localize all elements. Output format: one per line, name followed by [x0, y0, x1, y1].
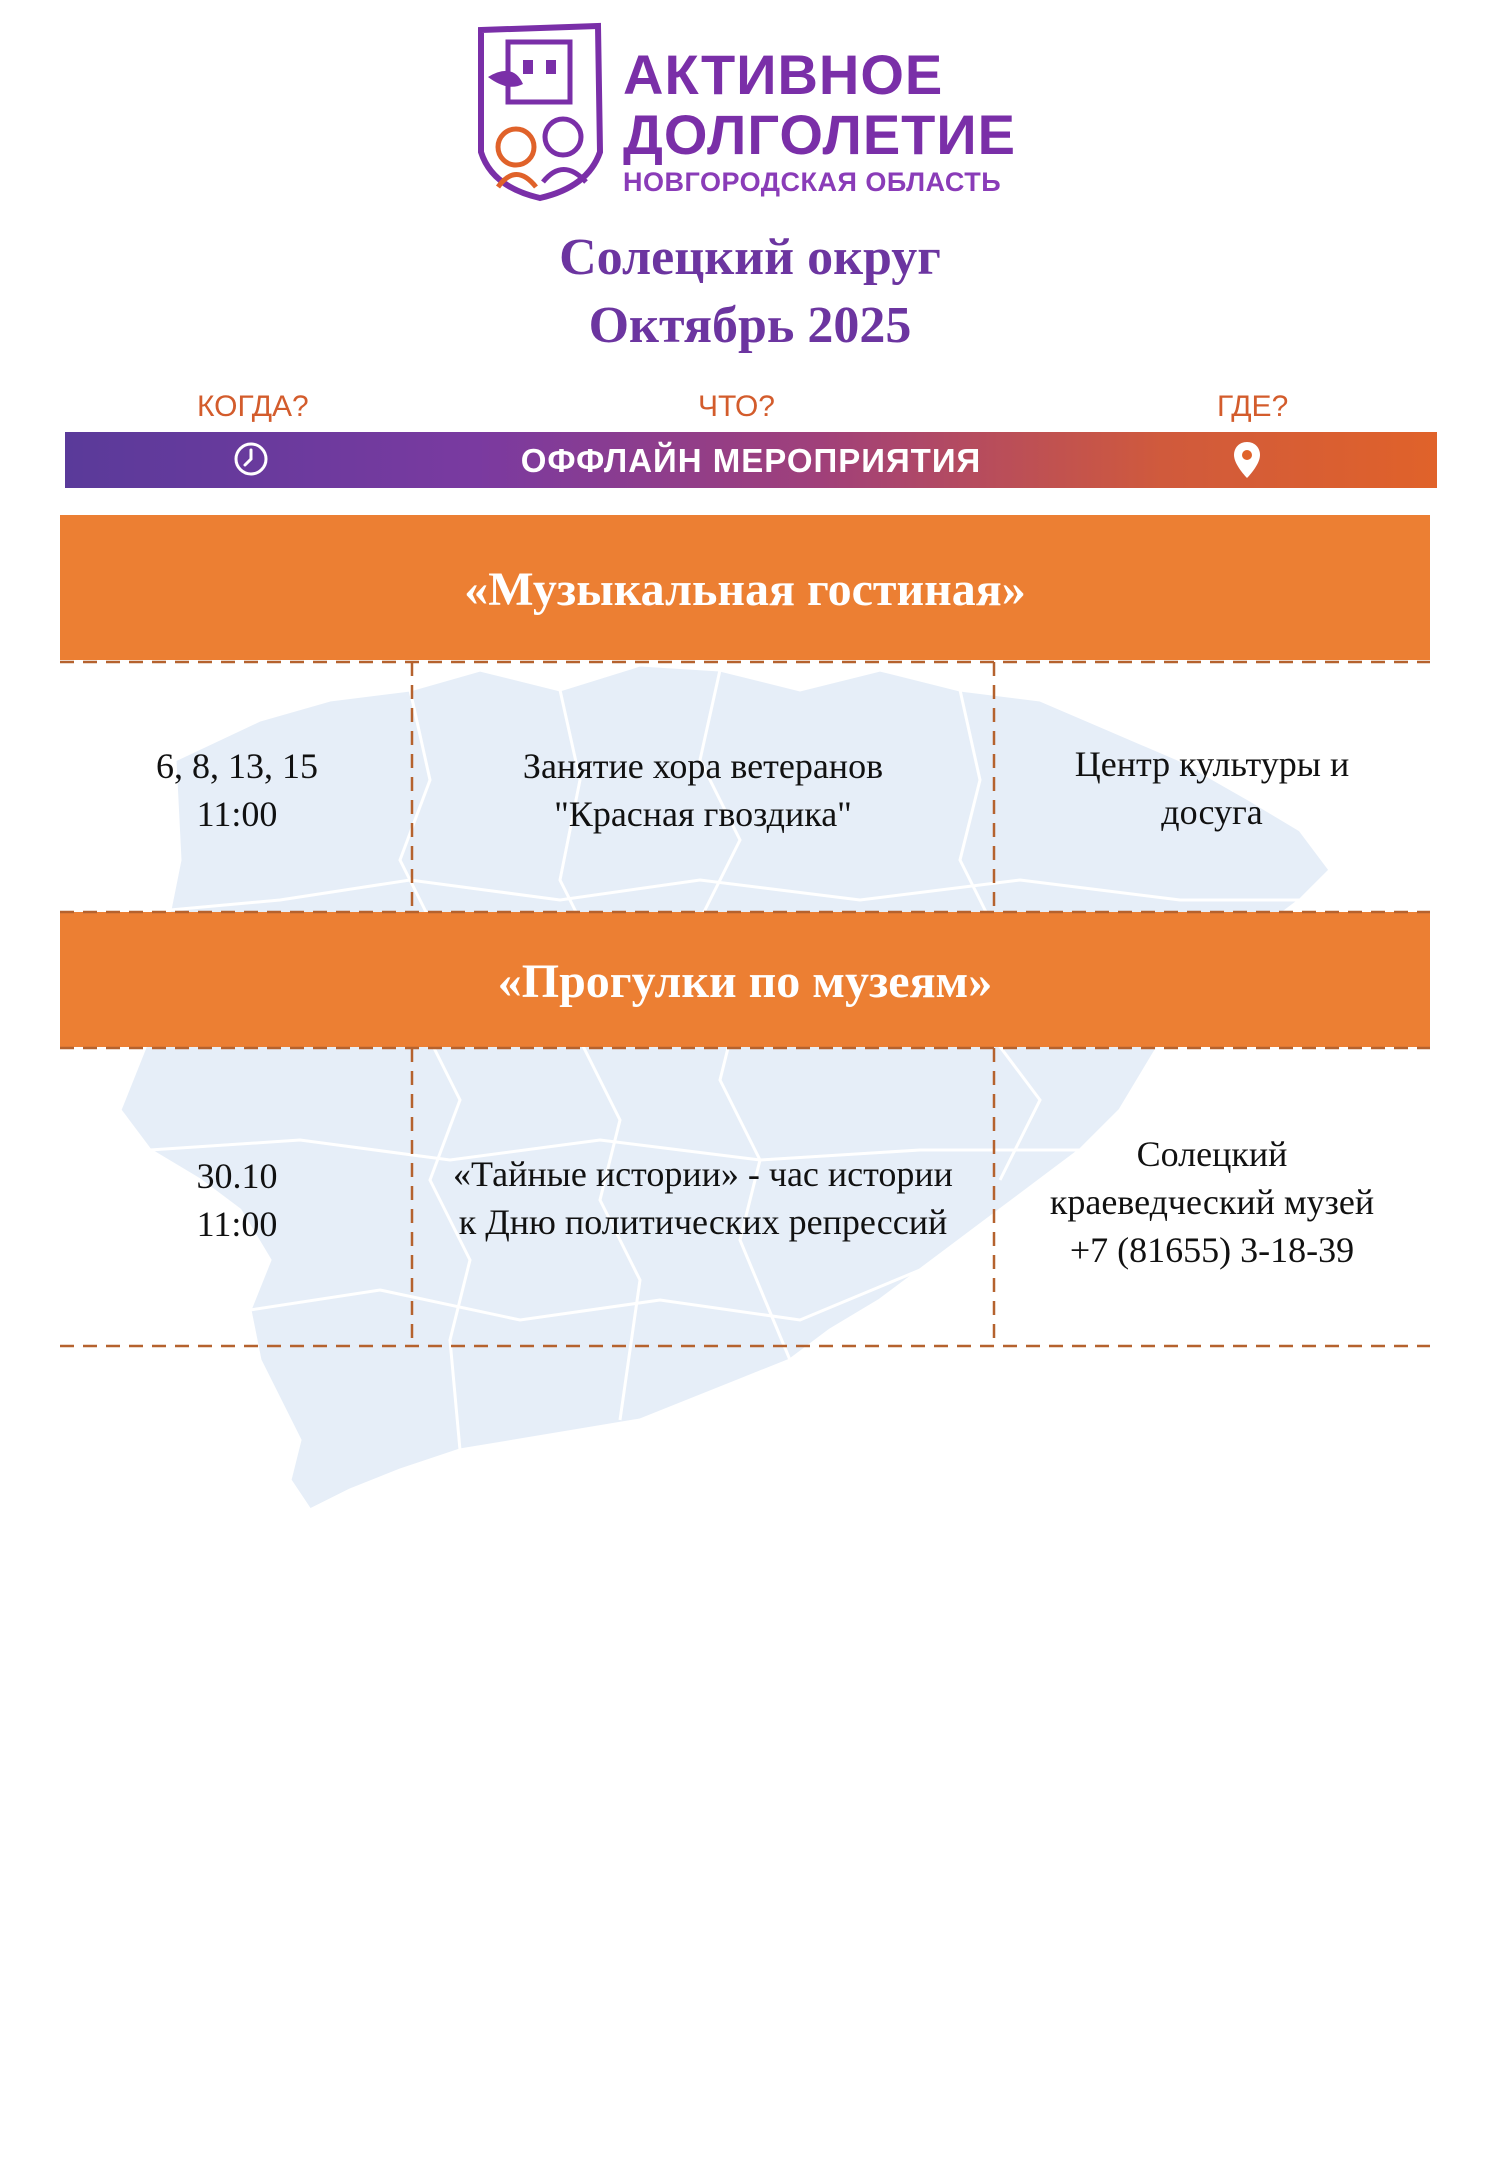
event-description-line: Занятие хора ветеранов — [522, 746, 884, 786]
logo-line-3: НОВГОРОДСКАЯ ОБЛАСТЬ — [623, 167, 1002, 197]
band-title: ОФФЛАЙН МЕРОПРИЯТИЯ — [520, 442, 982, 479]
logo-wordmark — [623, 45, 1016, 199]
event-when — [62, 742, 412, 838]
section-header: «Прогулки по музеям» — [60, 912, 1430, 1047]
logo-line-2: ДОЛГОЛЕТИЕ — [623, 103, 1016, 166]
page-title-month: Октябрь 2025 — [588, 297, 912, 354]
event-description-line: "Красная гвоздика" — [554, 794, 852, 834]
event-venue-line: досуга — [1161, 792, 1263, 832]
event-time: 11:00 — [196, 1204, 278, 1244]
event-where — [994, 1130, 1430, 1274]
location-pin-icon — [1232, 440, 1262, 480]
logo-line-1: АКТИВНОЕ — [623, 43, 944, 106]
event-date: 30.10 — [196, 1156, 278, 1196]
event-venue-line: краеведческий музей — [1049, 1182, 1375, 1222]
event-where — [994, 740, 1430, 836]
section-header: «Музыкальная гостиная» — [60, 515, 1430, 660]
column-header-when: КОГДА? — [197, 390, 309, 423]
event-venue-line: Солецкий — [1136, 1134, 1288, 1174]
event-date: 6, 8, 13, 15 — [156, 746, 318, 786]
event-what — [412, 1150, 994, 1246]
event-what — [412, 742, 994, 838]
event-when — [62, 1152, 412, 1248]
event-time: 11:00 — [196, 794, 278, 834]
event-phone: +7 (81655) 3-18-39 — [1069, 1230, 1355, 1270]
column-header-what: ЧТО? — [698, 390, 775, 423]
event-description-line: к Дню политических репрессий — [458, 1202, 948, 1242]
event-description-line: «Тайные истории» - час истории — [453, 1154, 953, 1194]
column-header-where: ГДЕ? — [1217, 390, 1289, 423]
page-title-district: Солецкий округ — [559, 229, 941, 286]
offline-events-band — [65, 432, 1437, 488]
event-venue-line: Центр культуры и — [1074, 744, 1350, 784]
